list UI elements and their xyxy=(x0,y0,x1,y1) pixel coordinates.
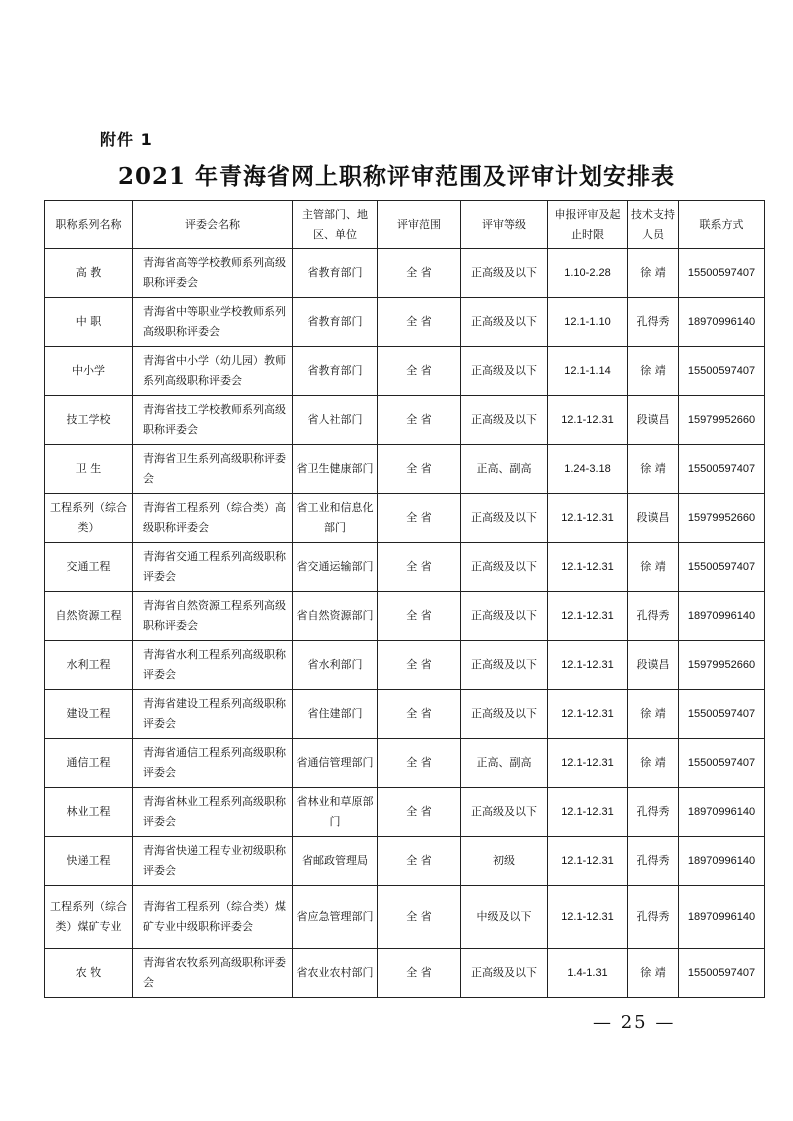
level-cell: 正高级及以下 xyxy=(461,396,548,445)
scope-cell: 全 省 xyxy=(378,396,461,445)
header-level: 评审等级 xyxy=(461,201,548,249)
scope-cell: 全 省 xyxy=(378,592,461,641)
committee-cell: 青海省建设工程系列高级职称评委会 xyxy=(133,690,293,739)
header-support-staff: 技术支持人员 xyxy=(628,201,679,249)
scope-cell: 全 省 xyxy=(378,641,461,690)
support-staff-cell: 徐 靖 xyxy=(628,445,679,494)
contact-cell: 15500597407 xyxy=(679,347,765,396)
table-row xyxy=(45,949,765,998)
department-cell: 省教育部门 xyxy=(293,298,378,347)
scope-cell: 全 省 xyxy=(378,347,461,396)
contact-cell: 15500597407 xyxy=(679,739,765,788)
table-row xyxy=(45,641,765,690)
contact-cell: 15979952660 xyxy=(679,396,765,445)
period-cell: 12.1-12.31 xyxy=(548,592,628,641)
committee-cell: 青海省卫生系列高级职称评委会 xyxy=(133,445,293,494)
period-cell: 12.1-1.14 xyxy=(548,347,628,396)
scope-cell: 全 省 xyxy=(378,445,461,494)
department-cell: 省应急管理部门 xyxy=(293,886,378,949)
series-name-cell: 卫 生 xyxy=(45,445,133,494)
level-cell: 正高级及以下 xyxy=(461,592,548,641)
period-cell: 12.1-1.10 xyxy=(548,298,628,347)
committee-cell: 青海省高等学校教师系列高级职称评委会 xyxy=(133,249,293,298)
committee-cell: 青海省快递工程专业初级职称评委会 xyxy=(133,837,293,886)
page-number: — 25 — xyxy=(593,1012,676,1033)
header-contact: 联系方式 xyxy=(679,201,765,249)
scope-cell: 全 省 xyxy=(378,494,461,543)
support-staff-cell: 徐 靖 xyxy=(628,543,679,592)
table-row xyxy=(45,396,765,445)
table-row xyxy=(45,592,765,641)
department-cell: 省教育部门 xyxy=(293,347,378,396)
committee-cell: 青海省工程系列（综合类）高级职称评委会 xyxy=(133,494,293,543)
series-name-cell: 建设工程 xyxy=(45,690,133,739)
department-cell: 省教育部门 xyxy=(293,249,378,298)
series-name-cell: 中小学 xyxy=(45,347,133,396)
period-cell: 1.10-2.28 xyxy=(548,249,628,298)
department-cell: 省自然资源部门 xyxy=(293,592,378,641)
table-row xyxy=(45,445,765,494)
department-cell: 省林业和草原部门 xyxy=(293,788,378,837)
table-row xyxy=(45,543,765,592)
series-name-cell: 交通工程 xyxy=(45,543,133,592)
period-cell: 1.4-1.31 xyxy=(548,949,628,998)
committee-cell: 青海省农牧系列高级职称评委会 xyxy=(133,949,293,998)
contact-cell: 15979952660 xyxy=(679,494,765,543)
contact-cell: 18970996140 xyxy=(679,886,765,949)
support-staff-cell: 段谟昌 xyxy=(628,494,679,543)
series-name-cell: 中 职 xyxy=(45,298,133,347)
scope-cell: 全 省 xyxy=(378,690,461,739)
series-name-cell: 自然资源工程 xyxy=(45,592,133,641)
committee-cell: 青海省交通工程系列高级职称评委会 xyxy=(133,543,293,592)
level-cell: 正高级及以下 xyxy=(461,641,548,690)
support-staff-cell: 孔得秀 xyxy=(628,788,679,837)
header-department: 主管部门、地区、单位 xyxy=(293,201,378,249)
series-name-cell: 工程系列（综合类）煤矿专业 xyxy=(45,886,133,949)
table-row xyxy=(45,690,765,739)
period-cell: 12.1-12.31 xyxy=(548,886,628,949)
level-cell: 正高级及以下 xyxy=(461,690,548,739)
committee-cell: 青海省工程系列（综合类）煤矿专业中级职称评委会 xyxy=(133,886,293,949)
support-staff-cell: 段谟昌 xyxy=(628,641,679,690)
department-cell: 省卫生健康部门 xyxy=(293,445,378,494)
series-name-cell: 通信工程 xyxy=(45,739,133,788)
period-cell: 1.24-3.18 xyxy=(548,445,628,494)
contact-cell: 15979952660 xyxy=(679,641,765,690)
level-cell: 正高级及以下 xyxy=(461,788,548,837)
level-cell: 正高级及以下 xyxy=(461,543,548,592)
series-name-cell: 水利工程 xyxy=(45,641,133,690)
table-row xyxy=(45,298,765,347)
level-cell: 正高、副高 xyxy=(461,739,548,788)
support-staff-cell: 徐 靖 xyxy=(628,249,679,298)
table-row xyxy=(45,739,765,788)
department-cell: 省人社部门 xyxy=(293,396,378,445)
scope-cell: 全 省 xyxy=(378,249,461,298)
period-cell: 12.1-12.31 xyxy=(548,690,628,739)
period-cell: 12.1-12.31 xyxy=(548,396,628,445)
support-staff-cell: 孔得秀 xyxy=(628,298,679,347)
support-staff-cell: 孔得秀 xyxy=(628,886,679,949)
level-cell: 正高级及以下 xyxy=(461,347,548,396)
period-cell: 12.1-12.31 xyxy=(548,788,628,837)
header-committee-name: 评委会名称 xyxy=(133,201,293,249)
committee-cell: 青海省中小学（幼儿园）教师系列高级职称评委会 xyxy=(133,347,293,396)
level-cell: 初级 xyxy=(461,837,548,886)
department-cell: 省邮政管理局 xyxy=(293,837,378,886)
scope-cell: 全 省 xyxy=(378,788,461,837)
header-scope: 评审范围 xyxy=(378,201,461,249)
department-cell: 省通信管理部门 xyxy=(293,739,378,788)
header-period: 申报评审及起止时限 xyxy=(548,201,628,249)
contact-cell: 15500597407 xyxy=(679,445,765,494)
series-name-cell: 农 牧 xyxy=(45,949,133,998)
contact-cell: 15500597407 xyxy=(679,543,765,592)
committee-cell: 青海省水利工程系列高级职称评委会 xyxy=(133,641,293,690)
contact-cell: 18970996140 xyxy=(679,837,765,886)
department-cell: 省交通运输部门 xyxy=(293,543,378,592)
evaluation-plan-table xyxy=(44,200,765,998)
scope-cell: 全 省 xyxy=(378,739,461,788)
support-staff-cell: 徐 靖 xyxy=(628,739,679,788)
series-name-cell: 快递工程 xyxy=(45,837,133,886)
department-cell: 省工业和信息化部门 xyxy=(293,494,378,543)
scope-cell: 全 省 xyxy=(378,886,461,949)
series-name-cell: 林业工程 xyxy=(45,788,133,837)
committee-cell: 青海省技工学校教师系列高级职称评委会 xyxy=(133,396,293,445)
department-cell: 省住建部门 xyxy=(293,690,378,739)
support-staff-cell: 徐 靖 xyxy=(628,949,679,998)
support-staff-cell: 徐 靖 xyxy=(628,690,679,739)
level-cell: 中级及以下 xyxy=(461,886,548,949)
level-cell: 正高、副高 xyxy=(461,445,548,494)
support-staff-cell: 孔得秀 xyxy=(628,837,679,886)
committee-cell: 青海省通信工程系列高级职称评委会 xyxy=(133,739,293,788)
scope-cell: 全 省 xyxy=(378,298,461,347)
department-cell: 省水利部门 xyxy=(293,641,378,690)
contact-cell: 18970996140 xyxy=(679,298,765,347)
contact-cell: 18970996140 xyxy=(679,592,765,641)
level-cell: 正高级及以下 xyxy=(461,494,548,543)
committee-cell: 青海省中等职业学校教师系列高级职称评委会 xyxy=(133,298,293,347)
period-cell: 12.1-12.31 xyxy=(548,543,628,592)
series-name-cell: 工程系列（综合类） xyxy=(45,494,133,543)
committee-cell: 青海省自然资源工程系列高级职称评委会 xyxy=(133,592,293,641)
period-cell: 12.1-12.31 xyxy=(548,739,628,788)
support-staff-cell: 段谟昌 xyxy=(628,396,679,445)
committee-cell: 青海省林业工程系列高级职称评委会 xyxy=(133,788,293,837)
table-row xyxy=(45,347,765,396)
attachment-label: 附件 1 xyxy=(100,130,153,149)
contact-cell: 18970996140 xyxy=(679,788,765,837)
support-staff-cell: 孔得秀 xyxy=(628,592,679,641)
table-row xyxy=(45,249,765,298)
table-row xyxy=(45,788,765,837)
support-staff-cell: 徐 靖 xyxy=(628,347,679,396)
header-series-name: 职称系列名称 xyxy=(45,201,133,249)
scope-cell: 全 省 xyxy=(378,949,461,998)
scope-cell: 全 省 xyxy=(378,543,461,592)
table-row xyxy=(45,494,765,543)
department-cell: 省农业农村部门 xyxy=(293,949,378,998)
contact-cell: 15500597407 xyxy=(679,949,765,998)
series-name-cell: 高 教 xyxy=(45,249,133,298)
contact-cell: 15500597407 xyxy=(679,249,765,298)
contact-cell: 15500597407 xyxy=(679,690,765,739)
level-cell: 正高级及以下 xyxy=(461,298,548,347)
period-cell: 12.1-12.31 xyxy=(548,837,628,886)
level-cell: 正高级及以下 xyxy=(461,249,548,298)
scope-cell: 全 省 xyxy=(378,837,461,886)
period-cell: 12.1-12.31 xyxy=(548,494,628,543)
series-name-cell: 技工学校 xyxy=(45,396,133,445)
page-title: 2021 年青海省网上职称评审范围及评审计划安排表 xyxy=(117,163,676,190)
table-row xyxy=(45,886,765,949)
table-body xyxy=(45,249,765,998)
table-row xyxy=(45,837,765,886)
table-header-row xyxy=(45,201,765,249)
period-cell: 12.1-12.31 xyxy=(548,641,628,690)
level-cell: 正高级及以下 xyxy=(461,949,548,998)
